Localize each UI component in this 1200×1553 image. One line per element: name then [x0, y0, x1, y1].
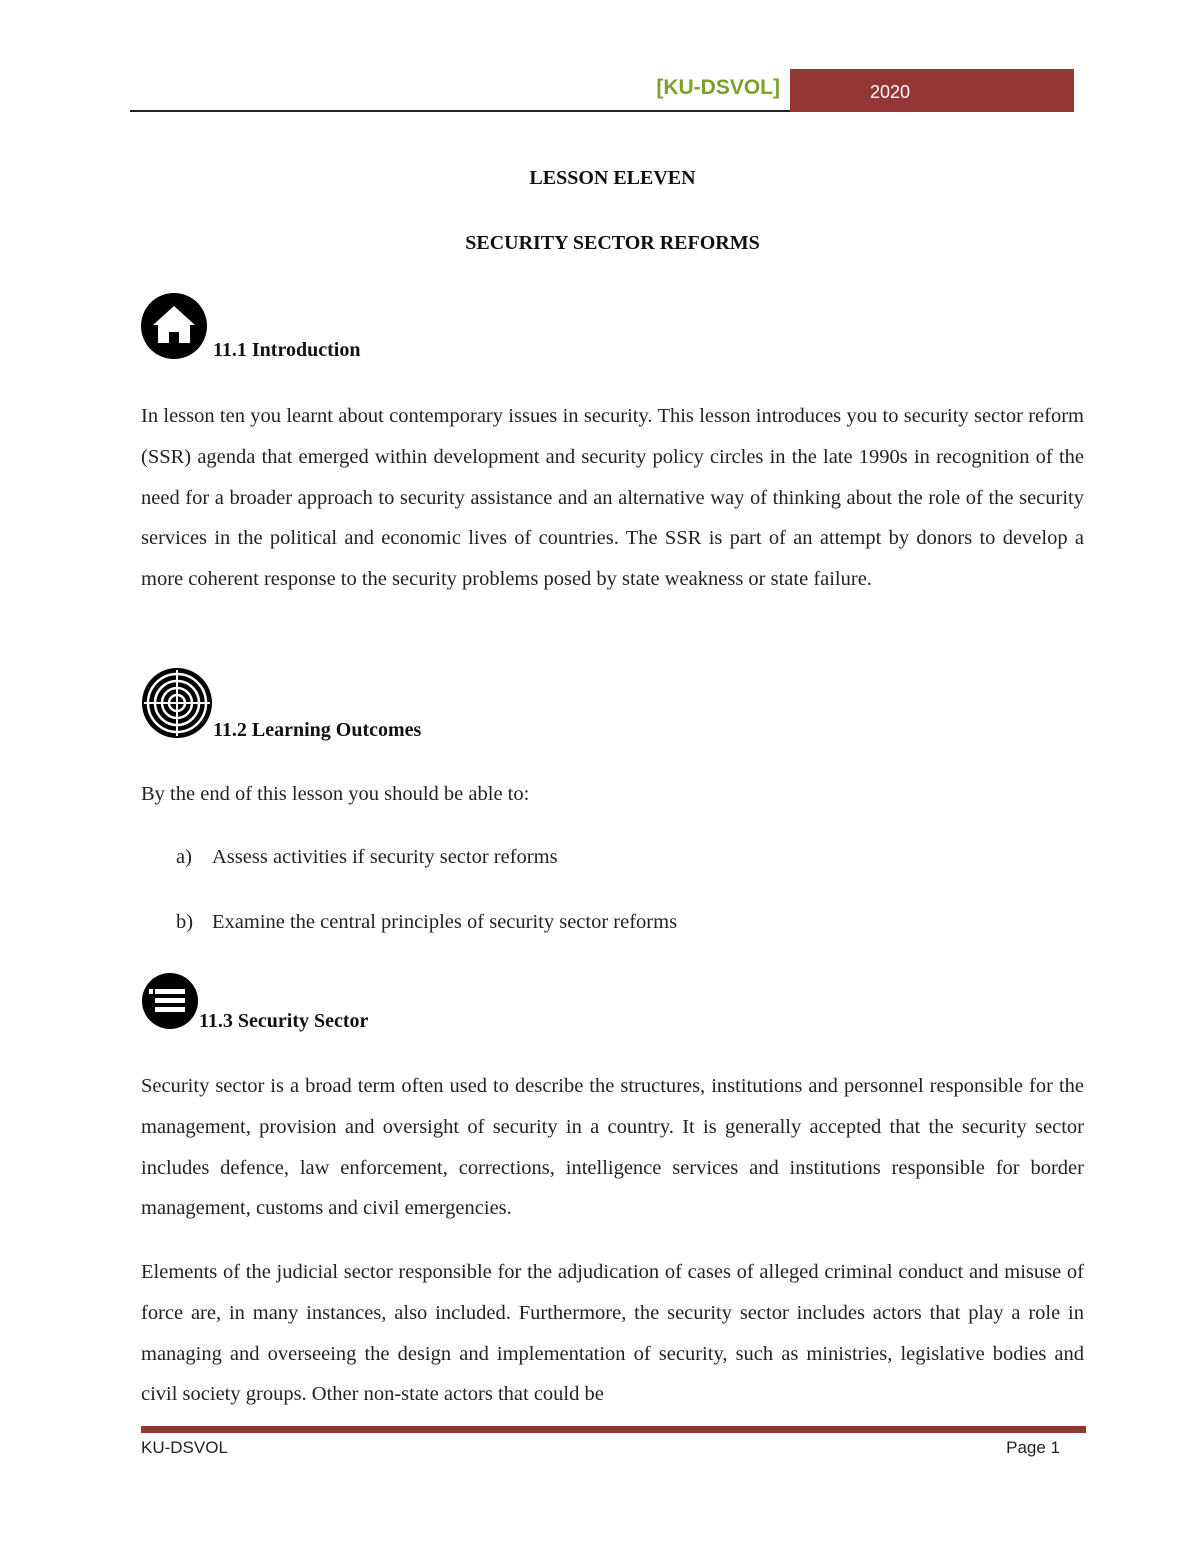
header-rule — [130, 110, 790, 112]
list-marker: a) — [176, 846, 192, 868]
home-icon — [141, 293, 207, 359]
list-icon — [141, 972, 199, 1030]
header-course-code: [KU-DSVOL] — [656, 76, 780, 99]
section-heading-learning-outcomes: 11.2 Learning Outcomes — [213, 719, 422, 741]
target-icon — [141, 668, 213, 738]
header-year-box — [790, 69, 1074, 112]
list-item-text: Examine the central principles of security sector reforms — [212, 911, 678, 933]
lesson-title: LESSON ELEVEN — [529, 167, 696, 189]
topic-title: SECURITY SECTOR REFORMS — [465, 232, 760, 254]
header-year: 2020 — [869, 82, 911, 102]
list-item — [176, 846, 558, 869]
section-heading-security-sector: 11.3 Security Sector — [199, 1010, 369, 1032]
security-sector-paragraph-1: Security sector is a broad term often used to describe the structures, institutions and personnel responsible for the management, provision and oversight of security in a country. It is generally accepted that the security sector includes defence, law enforcement, corrections, intelligence services and institutions responsible for border management, customs and civil emergencies. — [141, 1075, 1084, 1220]
outcomes-intro: By the end of this lesson you should be able to: — [141, 783, 530, 805]
footer-rule — [141, 1426, 1086, 1433]
introduction-paragraph: In lesson ten you learnt about contemporary issues in security. This lesson introduces you to security sector reform (SSR) agenda that emerged within development and security policy circles in the late 1990s in recognition of the need for a broader approach to security assistance and an alternative way of thinking about the role of the security services in the political and economic lives of countries. The SSR is part of an attempt by donors to develop a more coherent response to the security problems posed by state weakness or state failure. — [141, 405, 1084, 591]
page-number: Page 1 — [1006, 1438, 1060, 1457]
list-item-text: Assess activities if security sector reforms — [212, 846, 558, 868]
section-heading-introduction: 11.1 Introduction — [213, 339, 361, 361]
list-marker: b) — [176, 911, 194, 933]
list-item — [176, 911, 677, 934]
security-sector-paragraph-2: Elements of the judicial sector responsible for the adjudication of cases of alleged criminal conduct and misuse of force are, in many instances, also included. Furthermore, the security sector includes actors that play a role in managing and overseeing the design and implementation of security, such as ministries, legislative bodies and civil society groups. Other non-state actors that could be — [141, 1261, 1084, 1406]
footer-course-code: KU-DSVOL — [141, 1438, 228, 1457]
